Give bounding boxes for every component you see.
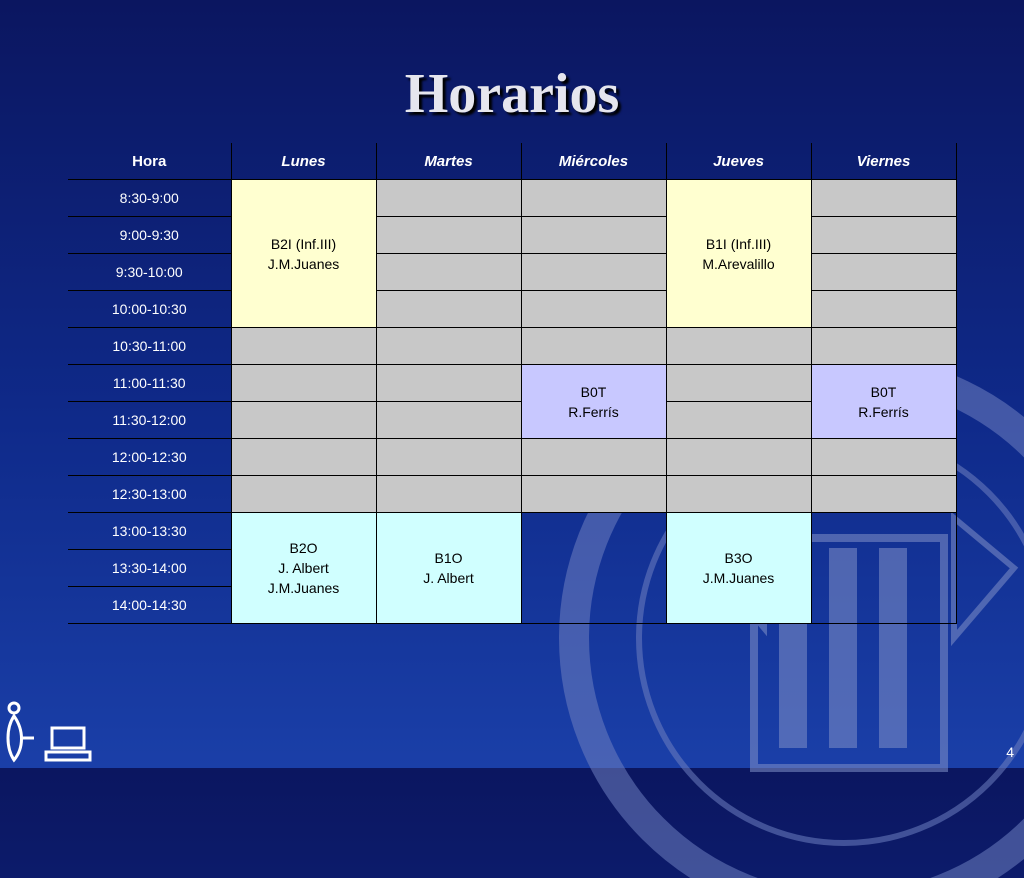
thinking-figure-icon <box>2 698 42 768</box>
empty-cell <box>521 254 666 291</box>
time-slot: 14:00-14:30 <box>68 587 231 624</box>
empty-cell <box>811 180 956 217</box>
class-teacher: J. Albert <box>423 570 474 586</box>
empty-cell <box>376 476 521 513</box>
empty-cell <box>811 328 956 365</box>
class-block-b0t-miercoles <box>521 365 666 439</box>
empty-cell <box>376 402 521 439</box>
empty-cell <box>376 217 521 254</box>
class-teacher: J.M.Juanes <box>267 580 340 596</box>
page-title: Horarios <box>404 63 620 125</box>
empty-cell <box>521 328 666 365</box>
class-teacher: J.M.Juanes <box>267 255 340 272</box>
empty-cell <box>811 476 956 513</box>
time-slot: 9:30-10:00 <box>68 254 231 291</box>
header-miercoles: Miércoles <box>521 143 666 180</box>
empty-cell <box>521 476 666 513</box>
header-lunes: Lunes <box>231 143 376 180</box>
time-slot: 11:00-11:30 <box>68 365 231 402</box>
empty-cell <box>521 217 666 254</box>
page-number: 4 <box>1006 744 1014 760</box>
class-block-b3o <box>666 513 811 624</box>
header-jueves: Jueves <box>666 143 811 180</box>
time-slot: 10:30-11:00 <box>68 328 231 365</box>
empty-cell <box>521 513 666 624</box>
header-hora: Hora <box>68 143 231 180</box>
class-teacher: R.Ferrís <box>568 403 619 420</box>
class-block-b2o <box>231 513 376 624</box>
class-code: B1I (Inf.III) <box>705 235 772 252</box>
empty-cell <box>666 402 811 439</box>
class-code: B2I (Inf.III) <box>270 235 337 252</box>
class-code: B3O <box>724 550 753 566</box>
footer-icons <box>0 698 100 768</box>
empty-cell <box>376 365 521 402</box>
class-code: B0T <box>870 383 897 400</box>
empty-cell <box>811 217 956 254</box>
class-block-b1o <box>376 513 521 624</box>
empty-cell <box>666 365 811 402</box>
empty-cell <box>376 439 521 476</box>
empty-cell <box>231 402 376 439</box>
empty-cell <box>231 365 376 402</box>
header-viernes: Viernes <box>811 143 956 180</box>
empty-cell <box>811 291 956 328</box>
time-slot: 11:30-12:00 <box>68 402 231 439</box>
empty-cell <box>521 291 666 328</box>
time-slot: 13:00-13:30 <box>68 513 231 550</box>
empty-cell <box>231 328 376 365</box>
time-slot: 12:30-13:00 <box>68 476 231 513</box>
empty-cell <box>666 476 811 513</box>
empty-cell <box>521 439 666 476</box>
empty-cell <box>521 180 666 217</box>
empty-cell <box>666 328 811 365</box>
class-teacher: M.Arevalillo <box>702 255 775 272</box>
class-block-b2i <box>231 180 376 328</box>
time-slot: 12:00-12:30 <box>68 439 231 476</box>
class-code: B2O <box>289 540 318 556</box>
empty-cell <box>811 513 956 624</box>
empty-cell <box>376 328 521 365</box>
empty-cell <box>811 254 956 291</box>
class-block-b1i <box>666 180 811 328</box>
class-code: B1O <box>434 550 463 566</box>
laptop-icon <box>44 724 92 764</box>
time-slot: 8:30-9:00 <box>68 180 231 217</box>
header-martes: Martes <box>376 143 521 180</box>
empty-cell <box>666 439 811 476</box>
empty-cell <box>376 254 521 291</box>
class-teacher: J. Albert <box>278 560 329 576</box>
time-slot: 13:30-14:00 <box>68 550 231 587</box>
empty-cell <box>811 439 956 476</box>
empty-cell <box>376 180 521 217</box>
schedule-table <box>68 143 957 624</box>
empty-cell <box>231 476 376 513</box>
empty-cell <box>376 291 521 328</box>
class-block-b0t-viernes <box>811 365 956 439</box>
class-teacher: R.Ferrís <box>858 403 909 420</box>
time-slot: 9:00-9:30 <box>68 217 231 254</box>
class-teacher: J.M.Juanes <box>702 570 775 586</box>
class-code: B0T <box>580 383 607 400</box>
empty-cell <box>231 439 376 476</box>
time-slot: 10:00-10:30 <box>68 291 231 328</box>
